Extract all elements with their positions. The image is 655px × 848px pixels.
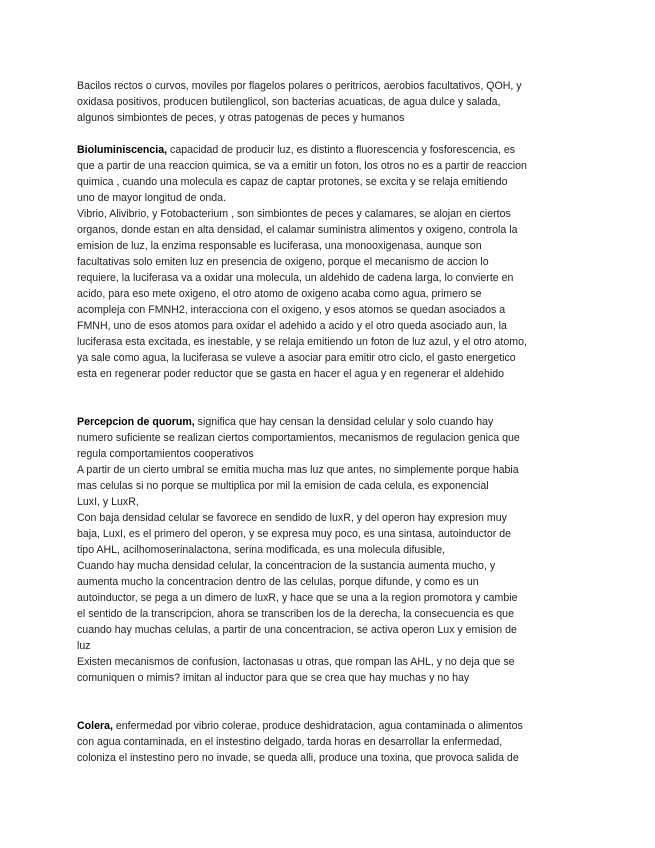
text-line: tipo AHL, acilhomoserinalactona, serina modificada, es una molecula difusible, xyxy=(77,544,446,556)
text-line: luz xyxy=(77,640,91,652)
quorum-section xyxy=(77,414,597,686)
text-line: requiere, la luciferasa va a oxidar una molecula, un aldehido de cadena larga, lo convierte en xyxy=(77,272,514,284)
text-line: Cuando hay mucha densidad celular, la concentracion de la sustancia aumenta mucho, y xyxy=(77,560,496,572)
section-first-line xyxy=(77,142,597,158)
text-line: uno de mayor longitud de onda. xyxy=(77,192,227,204)
text-line: coloniza el instestino pero no invade, se queda alli, produce una toxina, que provoca salida de xyxy=(77,752,519,764)
text-line: autoinductor, se pega a un dimero de luxR, y hace que se una a la region promotora y cambie xyxy=(77,592,518,604)
text-line: facultativas solo emiten luz en presencia de oxigeno, porque el mecanismo de accion lo xyxy=(77,256,489,268)
text-line: algunos simbiontes de peces, y otras patogenas de peces y humanos xyxy=(77,112,405,124)
text-line: esta en regenerar poder reductor que se gasta en hacer el agua y en regenerar el aldehido xyxy=(77,368,504,380)
section-heading: Percepcion de quorum, xyxy=(77,416,195,428)
text-line: mas celulas si no porque se multiplica por mil la emision de cada celula, es exponencial xyxy=(77,480,489,492)
text-run: significa que hay censan la densidad celular y solo cuando hay xyxy=(194,416,494,428)
text-line: Con baja densidad celular se favorece en sendido de luxR, y del operon hay expresion muy xyxy=(77,512,507,524)
text-line: Bacilos rectos o curvos, moviles por flagelos polares o peritricos, aerobios facultativos, QOH, y xyxy=(77,80,522,92)
text-run: enfermedad por vibrio colerae, produce deshidratacion, agua contaminada o alimentos xyxy=(112,720,523,732)
text-line: regula comportamientos cooperativos xyxy=(77,448,254,460)
section-first-line xyxy=(77,718,597,734)
text-line: el sentido de la transcripcion, ahora se transcriben los de la derecha, la consecuencia es que xyxy=(77,608,514,620)
text-line: Existen mecanismos de confusion, lactonasas u otras, que rompan las AHL, y no deja que se xyxy=(77,656,515,668)
text-line: acido, para eso mete oxigeno, el otro atomo de oxigeno acaba como agua, primero se xyxy=(77,288,482,300)
text-line: FMNH, uno de esos atomos para oxidar el adehido a acido y el otro queda asociado aun, la xyxy=(77,320,507,332)
text-line: luciferasa esta excitada, es inestable, y se relaja emitiendo un foton de luz azul, y el otro atomo, xyxy=(77,336,527,348)
text-line: aumenta mucho la concentracion dentro de las celulas, porque difunde, y como es un xyxy=(77,576,479,588)
text-line: LuxI, y LuxR, xyxy=(77,496,139,508)
text-line: comuniquen o mimis? imitan al inductor para que se crea que hay muchas y no hay xyxy=(77,672,470,684)
section-heading: Bioluminiscencia, xyxy=(77,144,168,156)
text-line: cuando hay muchas celulas, a partir de una concentracion, se activa operon Lux y emision de xyxy=(77,624,517,636)
text-line: emision de luz, la enzima responsable es luciferasa, una monooxigenasa, aunque son xyxy=(77,240,482,252)
text-line: quimica , cuando una molecula es capaz de captar protones, se excita y se relaja emitiendo xyxy=(77,176,508,188)
paragraph-spacer xyxy=(77,126,597,142)
document-body xyxy=(77,78,597,766)
text-line: ya sale como agua, la luciferasa se vuleve a asociar para emitir otro ciclo, el gasto energetico xyxy=(77,352,516,364)
section-first-line xyxy=(77,414,597,430)
paragraph-spacer xyxy=(77,686,597,718)
text-line: Vibrio, Alivibrio, y Fotobacterium , son simbiontes de peces y calamares, se alojan en ciertos xyxy=(77,208,511,220)
text-line: organos, donde estan en alta densidad, el calamar suministra alimentos y oxigeno, controla la xyxy=(77,224,518,236)
text-line: baja, LuxI, es el primero del operon, y se expresa muy poco, es una sintasa, autoinductor de xyxy=(77,528,512,540)
text-line: que a partir de una reaccion quimica, se va a emitir un foton, los otros no es a partir de reaccion xyxy=(77,160,527,172)
text-line: numero suficiente se realizan ciertos comportamientos, mecanismos de regulacion genica que xyxy=(77,432,520,444)
text-line: A partir de un cierto umbral se emitia mucha mas luz que antes, no simplemente porque habia xyxy=(77,464,519,476)
text-line: acompleja con FMNH2, interacciona con el oxigeno, y esos atomos se quedan asociados a xyxy=(77,304,506,316)
section-heading: Colera, xyxy=(77,720,113,732)
text-line: con agua contaminada, en el instestino delgado, tarda horas en desarrollar la enfermedad, xyxy=(77,736,503,748)
bioluminescence-section xyxy=(77,142,597,382)
paragraph-spacer xyxy=(77,382,597,414)
text-run: capacidad de producir luz, es distinto a fluorescencia y fosforescencia, es xyxy=(167,144,516,156)
cholera-section xyxy=(77,718,597,766)
intro-paragraph xyxy=(77,78,597,126)
text-line: oxidasa positivos, producen butilenglicol, son bacterias acuaticas, de agua dulce y salada, xyxy=(77,96,501,108)
